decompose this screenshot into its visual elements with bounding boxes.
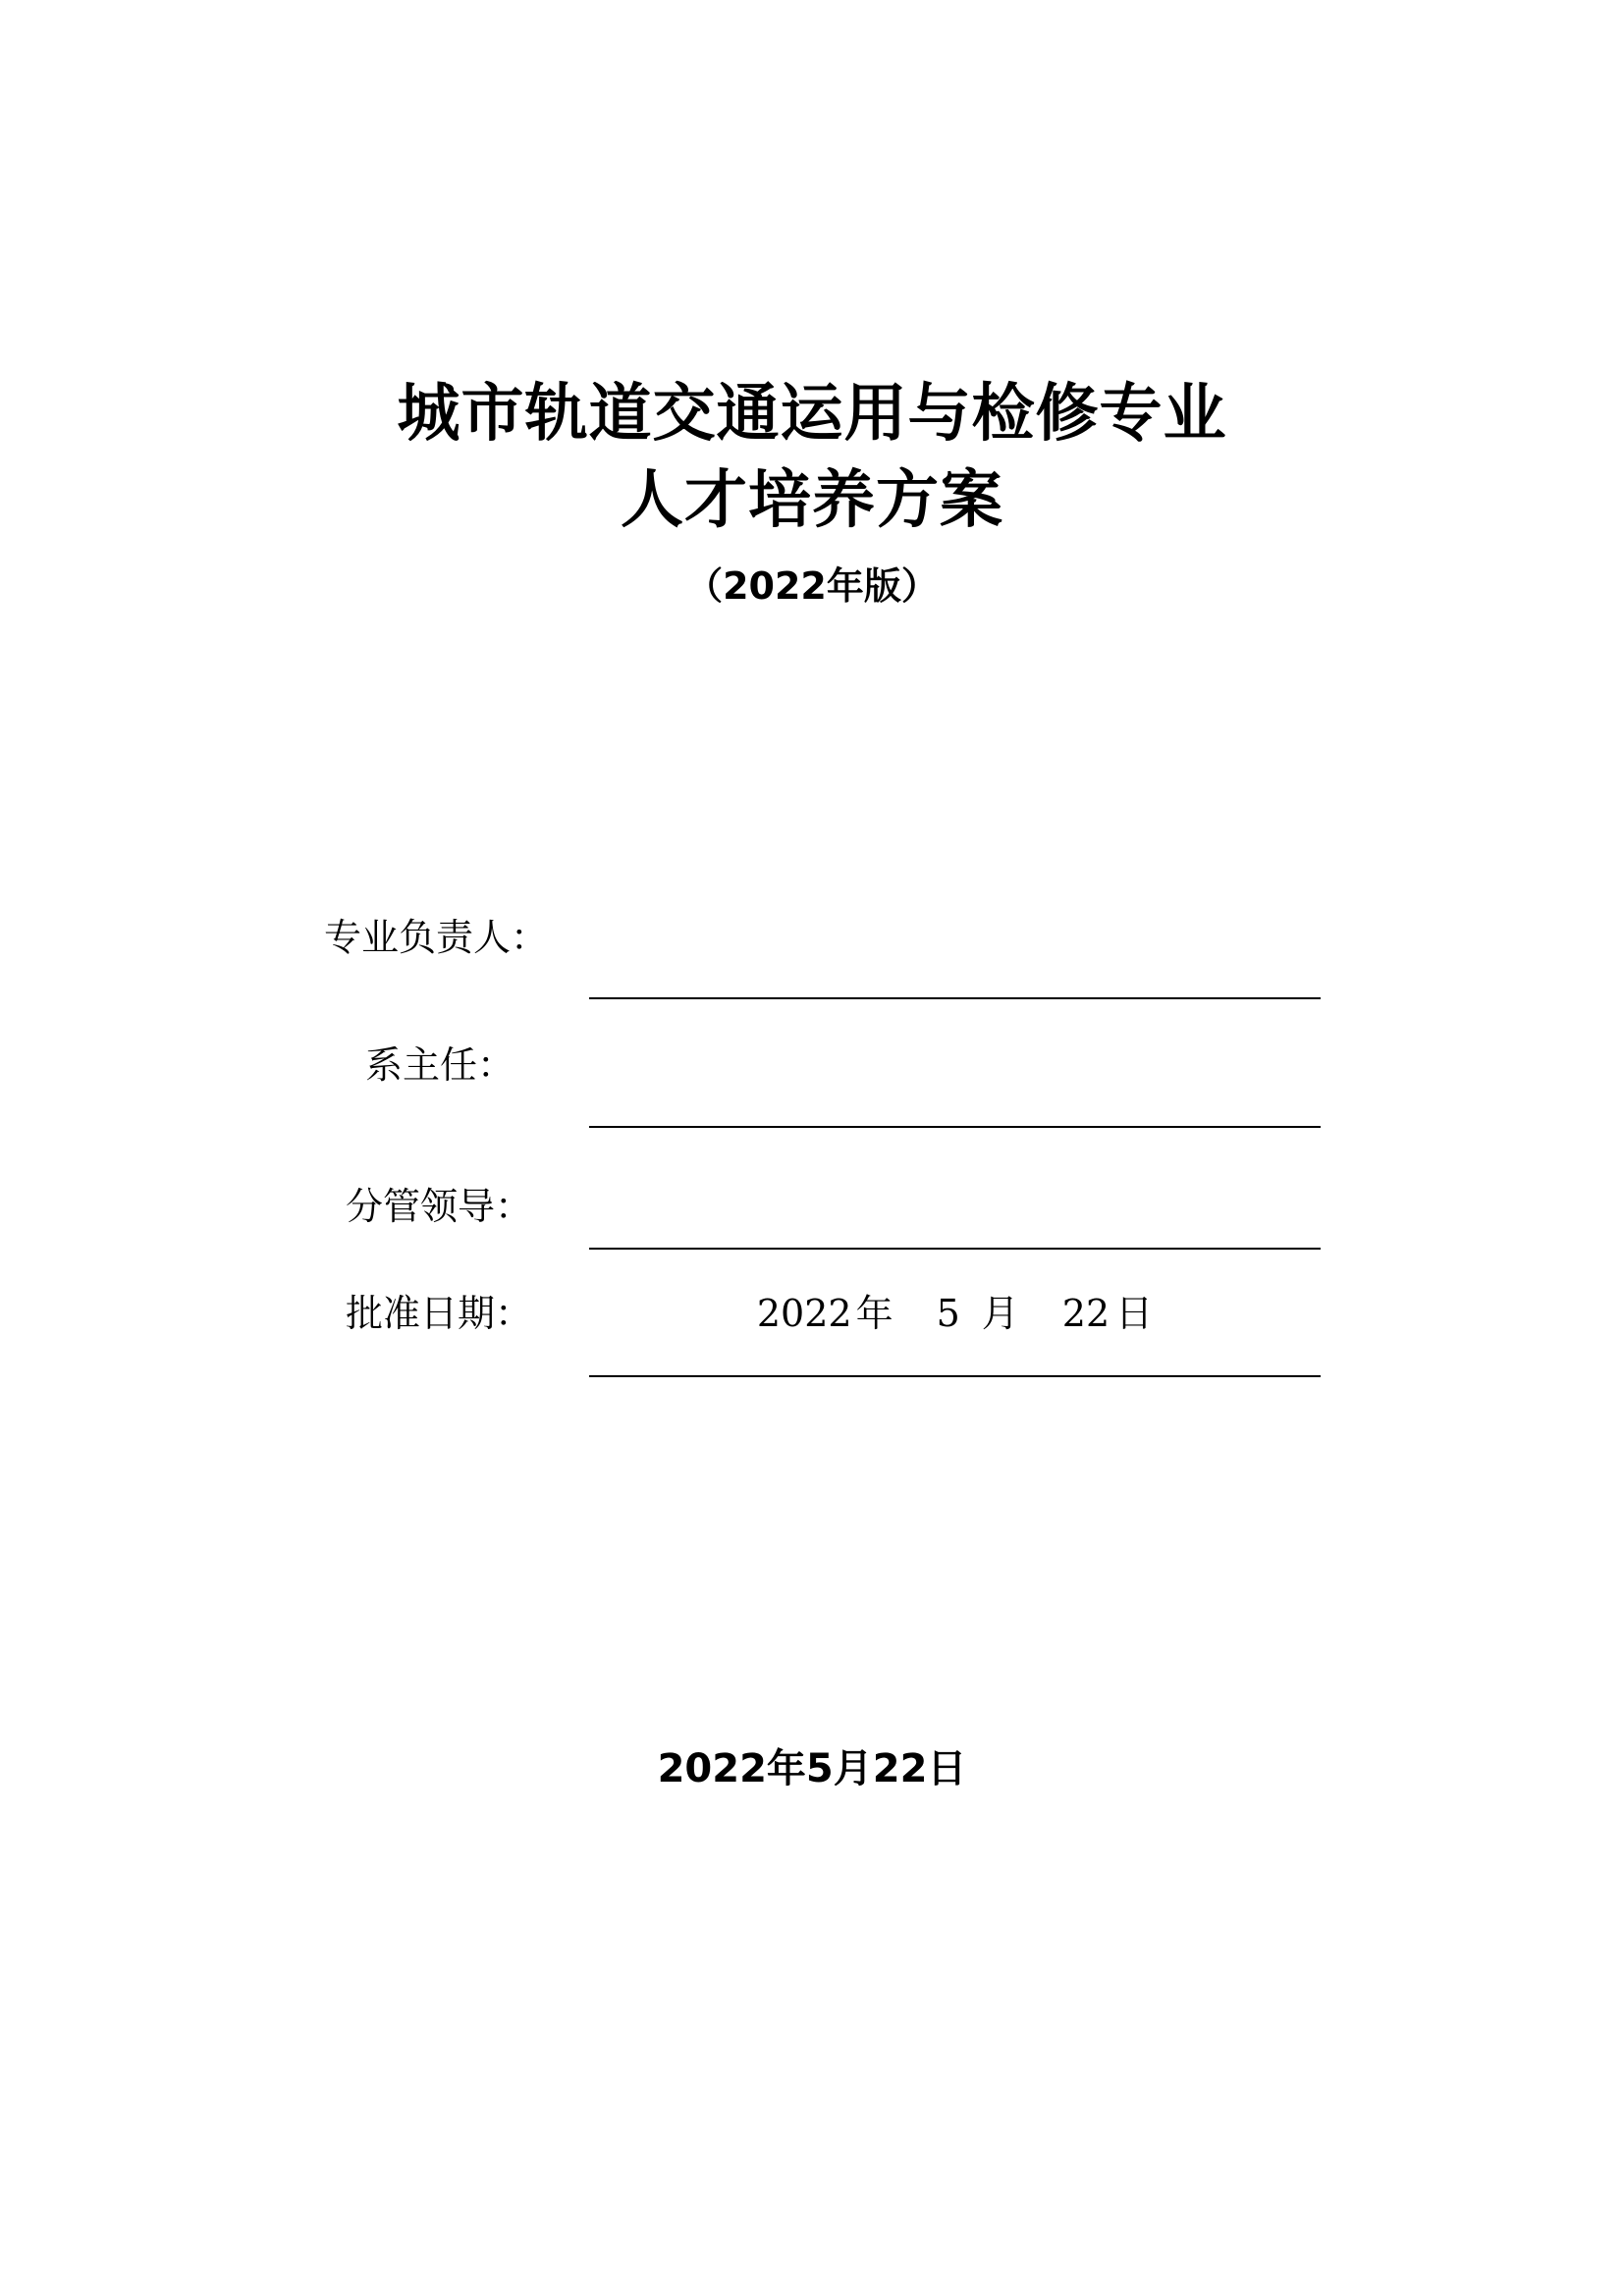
edition-label: （2022年版）: [685, 564, 939, 608]
department-head-label: 系主任：: [365, 1043, 515, 1087]
major-leader-signature-line: [589, 997, 1321, 999]
approval-year-unit: 年: [855, 1292, 893, 1335]
footer-date: 2022年5月22日: [657, 1746, 967, 1791]
approval-date-label: 批准日期：: [346, 1292, 533, 1335]
approval-day-unit: 日: [1115, 1292, 1154, 1335]
approval-month: 5: [936, 1292, 960, 1335]
approval-day: 22: [1061, 1292, 1110, 1335]
approval-year: 2022: [756, 1292, 852, 1335]
supervising-leader-label: 分管领导：: [346, 1185, 533, 1228]
department-head-signature-line: [589, 1126, 1321, 1128]
major-leader-label: 专业负责人：: [324, 916, 549, 959]
approval-date-value: [589, 1289, 1321, 1338]
approval-date-line: [589, 1375, 1321, 1377]
document-title-line2: 人才培养方案: [621, 464, 1003, 537]
document-title-line1: 城市轨道交通运用与检修专业: [397, 378, 1227, 451]
supervising-leader-signature-line: [589, 1248, 1321, 1250]
approval-month-unit: 月: [981, 1292, 1019, 1335]
